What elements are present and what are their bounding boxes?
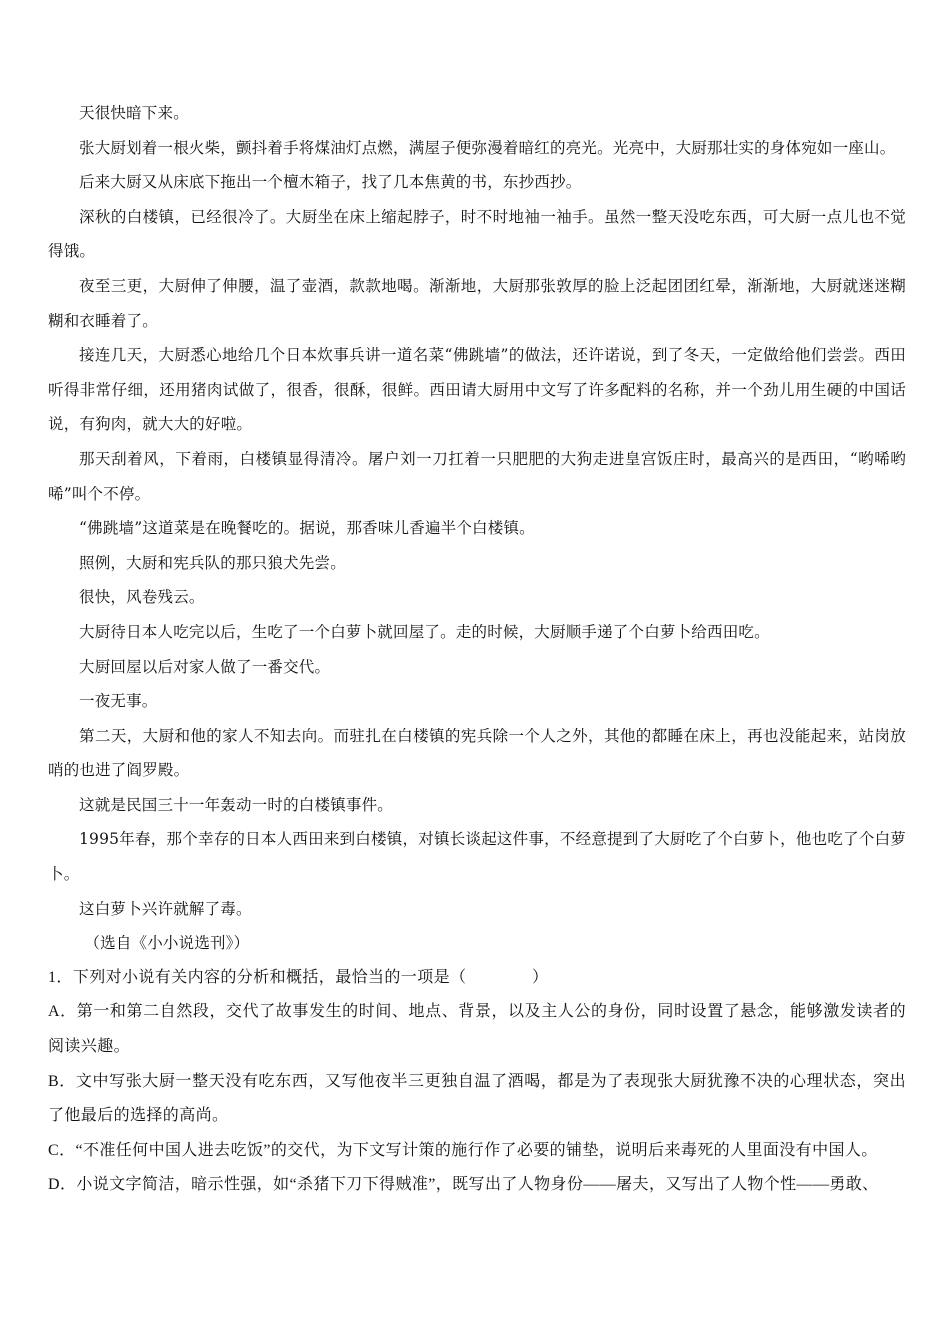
- story-paragraph: 天很快暗下来。: [79, 104, 189, 122]
- question-option-a: A．第一和第二自然段，交代了故事发生的时间、地点、背景，以及主人公的身份，同时设置了悬念，能够激发读者的阅读兴趣。: [48, 1003, 906, 1056]
- story-paragraph: 夜至三更，大厨伸了伸腰，温了壶酒，款款地喝。渐渐地，大厨那张敦厚的脸上泛起团团红晕，渐渐地，大厨就迷迷糊糊和衣睡着了。: [48, 276, 906, 330]
- story-paragraph: 这白萝卜兴许就解了毒。: [79, 899, 252, 918]
- story-paragraph: 接连几天，大厨悉心地给几个日本炊事兵讲一道名菜“佛跳墙”的做法，还许诺说，到了冬天，一定做给他们尝尝。西田听得非常仔细，还用猪肉试做了，很香，很酥，很鲜。西田请大厨用中文写了许多配料的名称，并一个劲儿用生硬的中国话说，有狗肉，就大大的好啦。: [48, 346, 906, 434]
- question-stem: 1．下列对小说有关内容的分析和概括，最恰当的一项是（ ）: [48, 968, 549, 986]
- story-paragraph: 这就是民国三十一年轰动一时的白楼镇事件。: [79, 795, 394, 814]
- story-source: （选自《小小说选刊》）: [84, 934, 250, 953]
- story-paragraph: 一夜无事。: [79, 692, 158, 711]
- story-paragraph: 后来大厨又从床底下拖出一个檀木箱子，找了几本焦黄的书，东抄西抄。: [79, 173, 582, 192]
- question-option-b: B．文中写张大厨一整天没有吃东西，又写他夜半三更独自温了酒喝，都是为了表现张大厨犹豫不决的心理状态，突出了他最后的选择的高尚。: [48, 1072, 906, 1125]
- story-paragraph: 1995年春，那个幸存的日本人西田来到白楼镇，对镇长谈起这件事，不经意提到了大厨吃了个白萝卜，他也吃了个白萝卜。: [48, 830, 906, 884]
- story-paragraph: 大厨待日本人吃完以后，生吃了一个白萝卜就回屋了。走的时候，大厨顺手递了个白萝卜给西田吃。: [79, 622, 770, 641]
- story-paragraph: “佛跳墙”这道菜是在晚餐吃的。据说，那香味儿香遍半个白楼镇。: [79, 519, 535, 538]
- question-option-c: C．“不准任何中国人进去吃饭”的交代，为下文写计策的施行作了必要的铺垫，说明后来毒死的人里面没有中国人。: [48, 1141, 878, 1159]
- story-paragraph: 深秋的白楼镇，已经很冷了。大厨坐在床上缩起脖子，时不时地袖一袖手。虽然一整天没吃东西，可大厨一点儿也不觉得饿。: [48, 207, 906, 261]
- document-page: [48, 96, 906, 1203]
- question-option-d: D．小说文字简洁，暗示性强，如“杀猪下刀下得贼准”，既写出了人物身份——屠夫，又写出了人物个性——勇敢、: [48, 1176, 879, 1194]
- story-paragraph: 很快，风卷残云。: [79, 588, 205, 607]
- story-paragraph: 大厨回屋以后对家人做了一番交代。: [79, 657, 331, 676]
- story-paragraph: 照例，大厨和宪兵队的那只狼犬先尝。: [79, 553, 346, 572]
- story-paragraph: 那天刮着风，下着雨，白楼镇显得清冷。屠户刘一刀扛着一只肥肥的大狗走进皇宫饭庄时，最高兴的是西田，“哟唏哟唏”叫个不停。: [48, 449, 906, 503]
- story-paragraph: 第二天，大厨和他的家人不知去向。而驻扎在白楼镇的宪兵除一个人之外，其他的都睡在床上，再也没能起来，站岗放哨的也进了阎罗殿。: [48, 726, 906, 780]
- story-paragraph: 张大厨划着一根火柴，颤抖着手将煤油灯点燃，满屋子便弥漫着暗红的亮光。光亮中，大厨那壮实的身体宛如一座山。: [79, 138, 896, 157]
